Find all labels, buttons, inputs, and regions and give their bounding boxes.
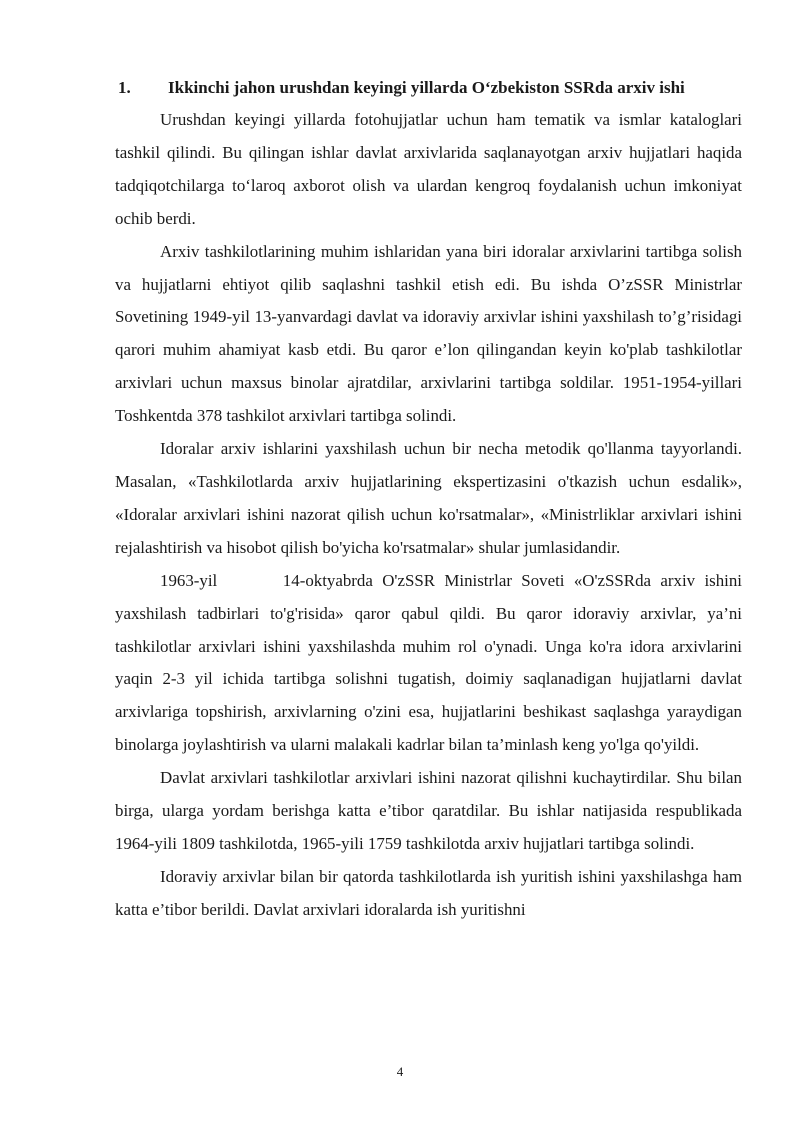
document-page (115, 72, 742, 927)
paragraph-4: 1963-yil 14-oktyabrda O'zSSR Ministrlar Soveti «O'zSSRda arxiv ishini yaxshilash tadbirlari to'g'risida» qaror qabul qildi. Bu qaror idoraviy arxivlar, ya’ni tashkilotlar arxivlari ishini yaxshilashda muhim rol o'ynadi. Unga ko'ra idora arxivlarini yaqin 2-3 yil ichida tartibga solishni tugatish, doimiy saqlanadigan hujjatlarni davlat arxivlariga topshirish, arxivlarning o'zini esa, hujjatlarini beshikast saqlashga yaraydigan binolarga joylashtirish va ularni malakali kadrlar bilan ta’minlash keng yo'lga qo'yildi. (115, 570, 742, 755)
section-heading (115, 72, 742, 104)
paragraph-1: Urushdan keyingi yillarda fotohujjatlar uchun ham tematik va ismlar kataloglari tashkil qilindi. Bu qilingan ishlar davlat arxivlarida saqlanayotgan arxiv hujjatlari haqida tadqiqotchilarga to‘laroq axborot olish va ulardan kengroq foydalanish uchun imkoniyat ochib berdi. (115, 110, 742, 228)
paragraph-2: Arxiv tashkilotlarining muhim ishlaridan yana biri idoralar arxivlarini tartibga solish va hujjatlarni ehtiyot qilib saqlashni tashkil etish edi. Bu ishda O’zSSR Ministrlar Sovetining 1949-yil 13-yanvardagi davlat va idoraviy arxivlar ishini yaxshilash to’g’risidagi qarori muhim ahamiyat kasb etdi. Bu qaror e’lon qilingandan keyin ko'plab tashkilotlar arxivlari uchun maxsus binolar ajratdilar, arxivlarini tartibga soldilar. 1951-1954-yillari Toshkentda 378 tashkilot arxivlari tartibga solindi. (115, 241, 742, 426)
section-number: 1. (118, 78, 131, 97)
paragraph-6: Idoraviy arxivlar bilan bir qatorda tashkilotlarda ish yuritish ishini yaxshilashga ham katta e’tibor berildi. Davlat arxivlari idoralarda ish yuritishni (115, 866, 742, 919)
page-number: 4 (396, 1064, 404, 1079)
section-title: Ikkinchi jahon urushdan keyingi yillarda O‘zbekiston SSRda arxiv ishi (168, 78, 685, 97)
paragraph-3: Idoralar arxiv ishlarini yaxshilash uchun bir necha metodik qo'llanma tayyorlandi. Masalan, «Tashkilotlarda arxiv hujjatlarining ekspertizasini o'tkazish uchun esdalik», «Idoralar arxivlari ishini nazorat qilish uchun ko'rsatmalar», «Ministrliklar arxivlari ishini rejalashtirish va hisobot qilish bo'yicha ko'rsatmalar» shular jumlasidandir. (115, 439, 742, 557)
paragraph-5: Davlat arxivlari tashkilotlar arxivlari ishini nazorat qilishni kuchaytirdilar. Shu bilan birga, ularga yordam berishga katta e’tibor qaratdilar. Bu ishlar natijasida respublikada 1964-yili 1809 tashkilotda, 1965-yili 1759 tashkilotda arxiv hujjatlari tartibga solindi. (115, 768, 742, 853)
